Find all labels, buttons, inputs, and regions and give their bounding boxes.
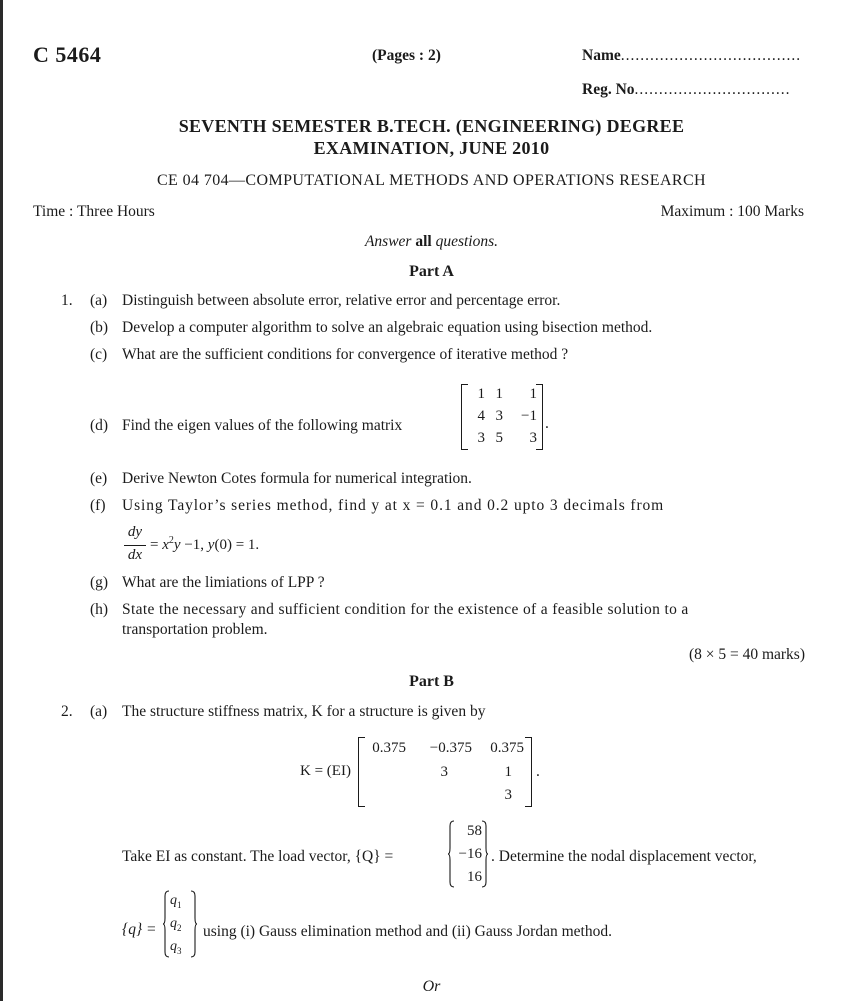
q2a-text: The structure stiffness matrix, K for a structure is given by — [122, 703, 486, 720]
q1-number: 1. — [61, 292, 73, 309]
q1b-label: (b) — [90, 319, 109, 336]
stiffness-matrix — [358, 737, 532, 807]
vector-cell: $q_1$ — [170, 893, 182, 910]
vector-cell: $q_2$ — [170, 916, 182, 933]
q1d-text: Find the eigen values of the following matrix — [122, 417, 403, 434]
exam-title-line2: EXAMINATION, JUNE 2010 — [313, 138, 550, 158]
matrix-cell: 3 — [477, 430, 485, 446]
q1f-label: (f) — [90, 497, 106, 514]
q1f-text: Using Taylor’s series method, find y at x = 0.1 and 0.2 upto 3 decimals from — [122, 497, 665, 514]
q2-number: 2. — [61, 703, 73, 720]
matrix-cell: 3 — [495, 408, 503, 424]
vector-cell: 58 — [467, 823, 482, 839]
exam-title-line1: SEVENTH SEMESTER B.TECH. (ENGINEERING) DEGREE — [178, 116, 685, 136]
fraction-bar — [124, 545, 146, 546]
matrix-cell: −0.375 — [429, 740, 472, 756]
q1e-text: Derive Newton Cotes formula for numerical integration. — [122, 470, 472, 487]
matrix-cell: 0.375 — [490, 740, 524, 756]
vector-cell: −16 — [458, 846, 482, 862]
reg-no-field: Reg. No................................ — [582, 81, 791, 98]
q1h-text-line1: State the necessary and sufficient condition for the existence of a feasible solution to a — [122, 601, 689, 618]
matrix-cell: 3 — [504, 787, 512, 803]
course-title: CE 04 704—COMPUTATIONAL METHODS AND OPERATIONS RESEARCH — [156, 172, 707, 189]
matrix-cell: 4 — [477, 408, 485, 424]
vector-cell: 16 — [467, 869, 482, 885]
matrix-cell: 1 — [477, 386, 485, 402]
load-vector-text-after: . Determine the nodal displacement vector, — [491, 848, 757, 865]
load-vector — [448, 820, 488, 888]
k-equals-label: K = (EI) — [300, 763, 351, 779]
name-field: Name..................................... — [582, 47, 802, 64]
matrix-cell: 3 — [529, 430, 537, 446]
fraction-numerator: dy — [127, 524, 143, 540]
q1d-label: (d) — [90, 417, 109, 434]
period: . — [545, 415, 549, 432]
q1b-text: Develop a computer algorithm to solve an algebraic equation using bisection method. — [122, 319, 653, 336]
q1c-text: What are the sufficient conditions for convergence of iterative method ? — [122, 346, 569, 363]
max-marks-label: Maximum : 100 Marks — [660, 203, 804, 220]
period: . — [536, 763, 540, 780]
pages-label: (Pages : 2) — [372, 47, 441, 64]
q1e-label: (e) — [90, 470, 108, 487]
paper-code: C 5464 — [33, 42, 102, 67]
q1g-text: What are the limiations of LPP ? — [122, 574, 325, 591]
part-b-heading: Part B — [409, 673, 454, 690]
part-a-marks: (8 × 5 = 40 marks) — [688, 646, 805, 663]
instructions: Answer all questions. — [364, 233, 499, 250]
q1h-label: (h) — [90, 601, 109, 618]
matrix-cell: −1 — [521, 408, 537, 424]
or-separator: Or — [422, 978, 441, 995]
q1c-label: (c) — [90, 346, 108, 363]
q1a-label: (a) — [90, 292, 108, 309]
matrix-cell: 1 — [495, 386, 503, 402]
q1g-label: (g) — [90, 574, 109, 591]
matrix-cell: 5 — [495, 430, 503, 446]
ode-equation: = $x^2y -1$, y(0) = 1. — [150, 535, 260, 553]
q2a-label: (a) — [90, 703, 108, 720]
load-vector-text: Take EI as constant. The load vector, {Q} = — [122, 848, 394, 865]
matrix-cell: 1 — [504, 764, 512, 780]
part-a-heading: Part A — [409, 263, 454, 280]
vector-cell: $q_3$ — [170, 939, 182, 956]
q1a-text: Distinguish between absolute error, relative error and percentage error. — [122, 292, 561, 309]
fraction-denominator: dx — [127, 547, 143, 563]
eigen-matrix — [461, 384, 543, 450]
q1h-text-line2: transportation problem. — [122, 621, 268, 638]
time-label: Time : Three Hours — [33, 203, 155, 220]
matrix-cell: 1 — [529, 386, 537, 402]
q-vector-label: {q} = — [122, 921, 157, 938]
displacement-vector — [163, 890, 197, 958]
matrix-cell: 0.375 — [372, 740, 406, 756]
method-text: using (i) Gauss elimination method and (ii) Gauss Jordan method. — [203, 923, 612, 940]
matrix-cell: 3 — [440, 764, 448, 780]
